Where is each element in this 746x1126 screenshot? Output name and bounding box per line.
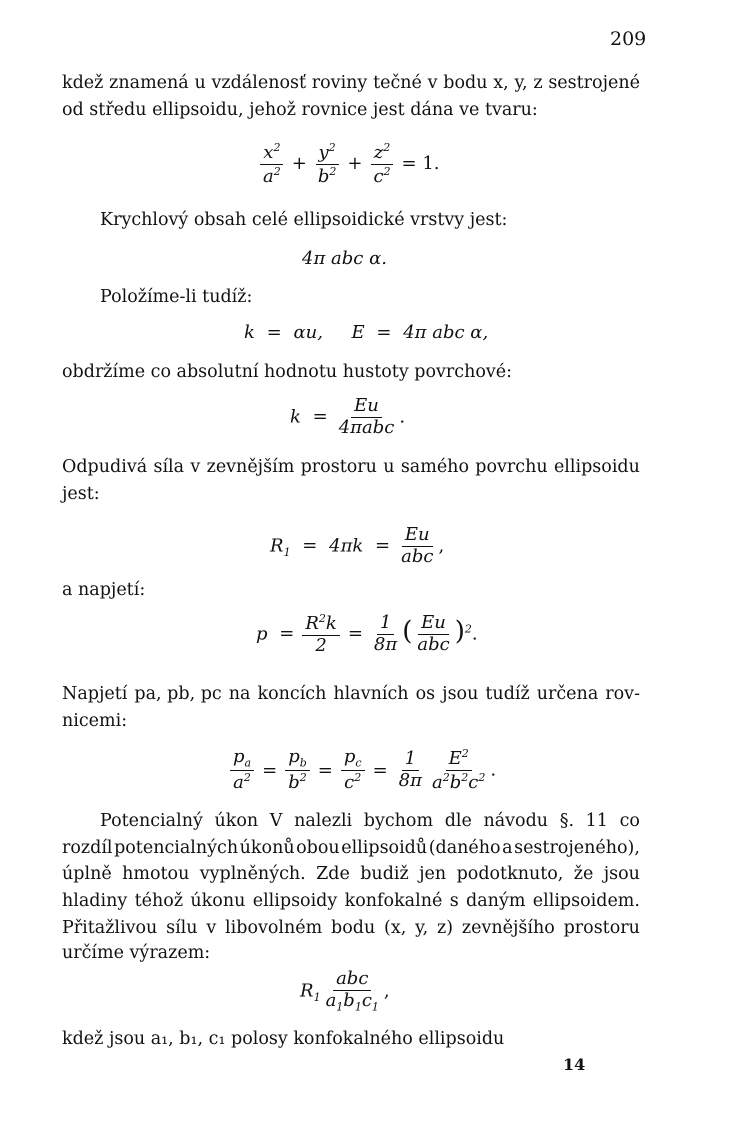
word: jsou — [442, 684, 479, 704]
word: jsou — [603, 864, 640, 884]
equation-repulsion: $R_1 = 4\pi k$ = $\frac{Eu}{\text{abc}}$ , — [270, 524, 445, 567]
word: nalezli — [294, 811, 353, 831]
word: Napjetí — [62, 684, 128, 704]
word: zevnějšího — [461, 918, 555, 938]
word: x, — [493, 73, 509, 93]
word: (x, — [384, 918, 407, 938]
word: s — [449, 891, 459, 911]
word: vzdálenosť — [211, 73, 307, 93]
word: povrchu — [475, 457, 548, 477]
text-line-7: jest: — [62, 484, 100, 504]
equation-substitution: k = αu, E = 4π abc α, — [244, 322, 489, 343]
word: na — [228, 684, 251, 704]
word: y, — [415, 918, 429, 938]
word: rov- — [605, 684, 640, 704]
word: Přitažlivou — [62, 918, 158, 938]
word: konfokalné — [344, 891, 443, 911]
word: z — [533, 73, 543, 93]
word: ellipsoidů — [341, 838, 428, 858]
equation-volume: 4π abc α. — [302, 248, 387, 269]
word: síla — [153, 457, 185, 477]
equation-ellipsoid: $\frac{x^2}{a^2}$ + $\frac{y^2}{b^2}$ + $\frac{z^2}{c^2}$ = 1. — [258, 142, 446, 187]
word: rozdíl — [62, 838, 113, 858]
word: ellipsoidy — [252, 891, 338, 911]
word: roviny — [311, 73, 368, 93]
word: Odpudivá — [62, 457, 148, 477]
text-line-3: Krychlový obsah celé ellipsoidické vrstvy jest: — [100, 210, 508, 230]
word: vyplněných. — [199, 864, 306, 884]
word: bychom — [363, 811, 434, 831]
equation-tension: p = $\frac{R^2k}{2}$ = $\frac{1}{8\pi}$ ( $\frac{Eu}{\text{abc}}$ )$^2$. — [256, 612, 478, 656]
word: kdež — [62, 73, 104, 93]
word: pa, pb, pc — [134, 684, 222, 704]
word: a — [502, 838, 513, 858]
word: Potencialný — [100, 811, 203, 831]
word: prostoru — [563, 918, 640, 938]
word: návodu — [483, 811, 549, 831]
word: zevnějším — [206, 457, 295, 477]
word: v — [190, 457, 201, 477]
word: sestrojeného), — [514, 838, 640, 858]
word: tečné — [373, 73, 422, 93]
text-line-1 — [62, 75, 640, 93]
word: hlavních — [333, 684, 409, 704]
word: (daného — [428, 838, 501, 858]
word: bodu — [443, 73, 488, 93]
word: že — [573, 864, 594, 884]
word: ellipsoidu — [553, 457, 640, 477]
word: V — [269, 811, 283, 831]
text-line-5: obdržíme co absolutní hodnotu hustoty povrchové: — [62, 362, 513, 382]
text-line-14 — [62, 893, 640, 911]
text-line-9 — [62, 686, 640, 704]
text-line-15 — [62, 920, 640, 938]
word: téhož — [134, 891, 184, 911]
word: §. — [559, 811, 575, 831]
word: os — [415, 684, 436, 704]
word: sestrojené — [548, 73, 640, 93]
text-line-11 — [100, 813, 640, 831]
word: podotknuto, — [456, 864, 564, 884]
word: ellipsoidem. — [532, 891, 640, 911]
word: obou — [296, 838, 340, 858]
word: úkon — [214, 811, 259, 831]
text-line-8: a napjetí: — [62, 580, 146, 600]
text-line-13 — [62, 866, 640, 884]
word: 11 — [585, 811, 608, 831]
word: znamená — [109, 73, 189, 93]
word: úkonů — [239, 838, 295, 858]
word: tudíž — [485, 684, 530, 704]
word: samého — [400, 457, 469, 477]
word: u — [383, 457, 395, 477]
word: dle — [444, 811, 472, 831]
word: bodu — [331, 918, 376, 938]
text-line-6 — [62, 459, 640, 477]
word: u — [194, 73, 206, 93]
word: jen — [419, 864, 447, 884]
word: daným — [466, 891, 526, 911]
text-line-17: kdež jsou a₁, b₁, c₁ polosy konfokalného ellipsoidu — [62, 1029, 505, 1049]
word: potencialných — [114, 838, 239, 858]
word: prostoru — [300, 457, 377, 477]
word: úplně — [62, 864, 112, 884]
equation-attraction: $R_1$ $\frac{\text{abc}}{a_1b_1c_1}$ , — [300, 968, 390, 1014]
text-line-12 — [62, 840, 640, 858]
text-line-10: nicemi: — [62, 711, 128, 731]
equation-axes-tension: $\frac{p_a}{a^2}$ = $\frac{p_b}{b^2}$ = $\frac{p_c}{c^2}$ = $\frac{1}{8\pi}$ $\frac{E^2}{a^2b^2c^2}$ . — [228, 748, 496, 793]
word: y, — [514, 73, 528, 93]
signature-mark: 14 — [563, 1055, 586, 1074]
text-line-4: Položíme-li tudíž: — [100, 287, 253, 307]
word: koncích — [257, 684, 327, 704]
page-number: 209 — [610, 28, 647, 50]
text-line-2: od středu ellipsoidu, jehož rovnice jest dána ve tvaru: — [62, 100, 538, 120]
word: co — [619, 811, 640, 831]
text-line-16: určíme výrazem: — [62, 943, 211, 963]
word: určena — [536, 684, 599, 704]
word: hladiny — [62, 891, 128, 911]
equation-density: k = $\frac{Eu}{\text{4πabc}}$ . — [290, 395, 406, 438]
word: budiž — [360, 864, 409, 884]
word: úkonu — [190, 891, 246, 911]
word: hmotou — [122, 864, 190, 884]
word: libovolném — [225, 918, 323, 938]
word: sílu — [166, 918, 198, 938]
word: v — [427, 73, 438, 93]
word: v — [206, 918, 217, 938]
word: z) — [437, 918, 454, 938]
word: Zde — [316, 864, 350, 884]
